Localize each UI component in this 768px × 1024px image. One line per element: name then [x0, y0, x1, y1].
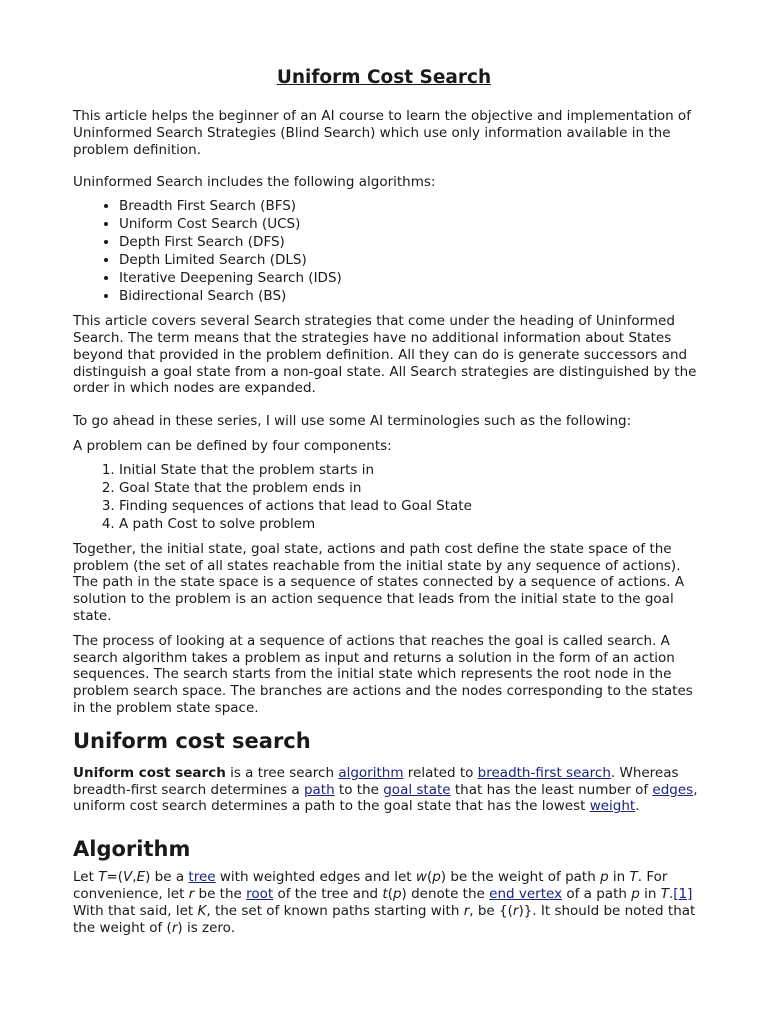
- list-item: 3. Finding sequences of actions that lead to Goal State: [119, 497, 698, 515]
- algorithms-list: [73, 197, 698, 305]
- problem-paragraph: A problem can be defined by four components:: [73, 437, 392, 454]
- ucs-heading: Uniform cost search: [73, 728, 311, 753]
- list-item: 4. A path Cost to solve problem: [119, 515, 698, 533]
- algorithms-heading: Uninformed Search includes the following algorithms:: [73, 174, 436, 191]
- algorithm-heading: Algorithm: [73, 837, 191, 862]
- ucs-paragraph: Uniform cost search is a tree search algorithm related to breadth-first search. Whereas breadth-first search determines a path to the goal state that has the least number of edges, uniform cost search determines a path to the goal state that has the lowest weight.: [73, 764, 698, 815]
- list-item: 2. Goal State that the problem ends in: [119, 479, 698, 497]
- terminology-paragraph: To go ahead in these series, I will use some AI terminologies such as the following:: [73, 413, 632, 430]
- list-item: • Iterative Deepening Search (IDS): [119, 269, 698, 287]
- link-tree[interactable]: tree: [188, 869, 216, 886]
- algorithm-paragraph: Let T=(V,E) be a tree with weighted edges and let w(p) be the weight of path p in T. For convenience, let r be the root of the tree and t(p) denote the end vertex of a path p in T.[1] With that said, let K, the set of known paths starting with r, be {(r)}. It should be noted that the weight of (r) is zero.: [73, 869, 696, 936]
- link-end-vertex[interactable]: end vertex: [489, 885, 563, 902]
- ucs-bold-term: Uniform cost search: [73, 764, 226, 781]
- list-item: • Depth First Search (DFS): [119, 233, 698, 251]
- intro-paragraph: This article helps the beginner of an AI course to learn the objective and implementation of Uninformed Search Strategies (Blind Search) which use only information available in the problem definition.: [73, 108, 691, 158]
- link-reference-1[interactable]: [1]: [673, 885, 693, 902]
- page-title: Uniform Cost Search: [276, 67, 492, 88]
- link-weight[interactable]: weight: [589, 798, 636, 815]
- link-algorithm[interactable]: algorithm: [338, 764, 404, 781]
- list-item: • Uniform Cost Search (UCS): [119, 215, 698, 233]
- search-paragraph: The process of looking at a sequence of actions that reaches the goal is called search. A search algorithm takes a problem as input and returns a solution in the form of an action sequences. The search starts from the initial state which represents the root node in the problem search space. The branches are actions and the nodes corresponding to the states in the problem state space.: [73, 632, 693, 716]
- link-edges[interactable]: edges: [652, 781, 694, 798]
- article-content: [73, 66, 698, 936]
- link-path[interactable]: path: [303, 781, 335, 798]
- link-breadth-first-search[interactable]: breadth-first search: [477, 764, 611, 781]
- state-space-paragraph: Together, the initial state, goal state, actions and path cost define the state space of the problem (the set of all states reachable from the initial state by any sequence of actions). The path in the state space is a sequence of states connected by a sequence of actions. A solution to the problem is an action sequence that leads from the initial state to the goal state.: [73, 540, 685, 624]
- link-goal-state[interactable]: goal state: [383, 781, 451, 798]
- list-item: • Depth Limited Search (DLS): [119, 251, 698, 269]
- list-item: • Breadth First Search (BFS): [119, 197, 698, 215]
- list-item: 1. Initial State that the problem starts in: [119, 461, 698, 479]
- list-item: • Bidirectional Search (BS): [119, 287, 698, 305]
- strategies-paragraph: This article covers several Search strategies that come under the heading of Uninformed Search. The term means that the strategies have no additional information about States beyond that provided in the problem definition. All they can do is generate successors and distinguish a goal state from a non-goal state. All Search strategies are distinguished by the order in which nodes are expanded.: [73, 313, 697, 397]
- components-list: [73, 461, 698, 533]
- link-root[interactable]: root: [246, 885, 274, 902]
